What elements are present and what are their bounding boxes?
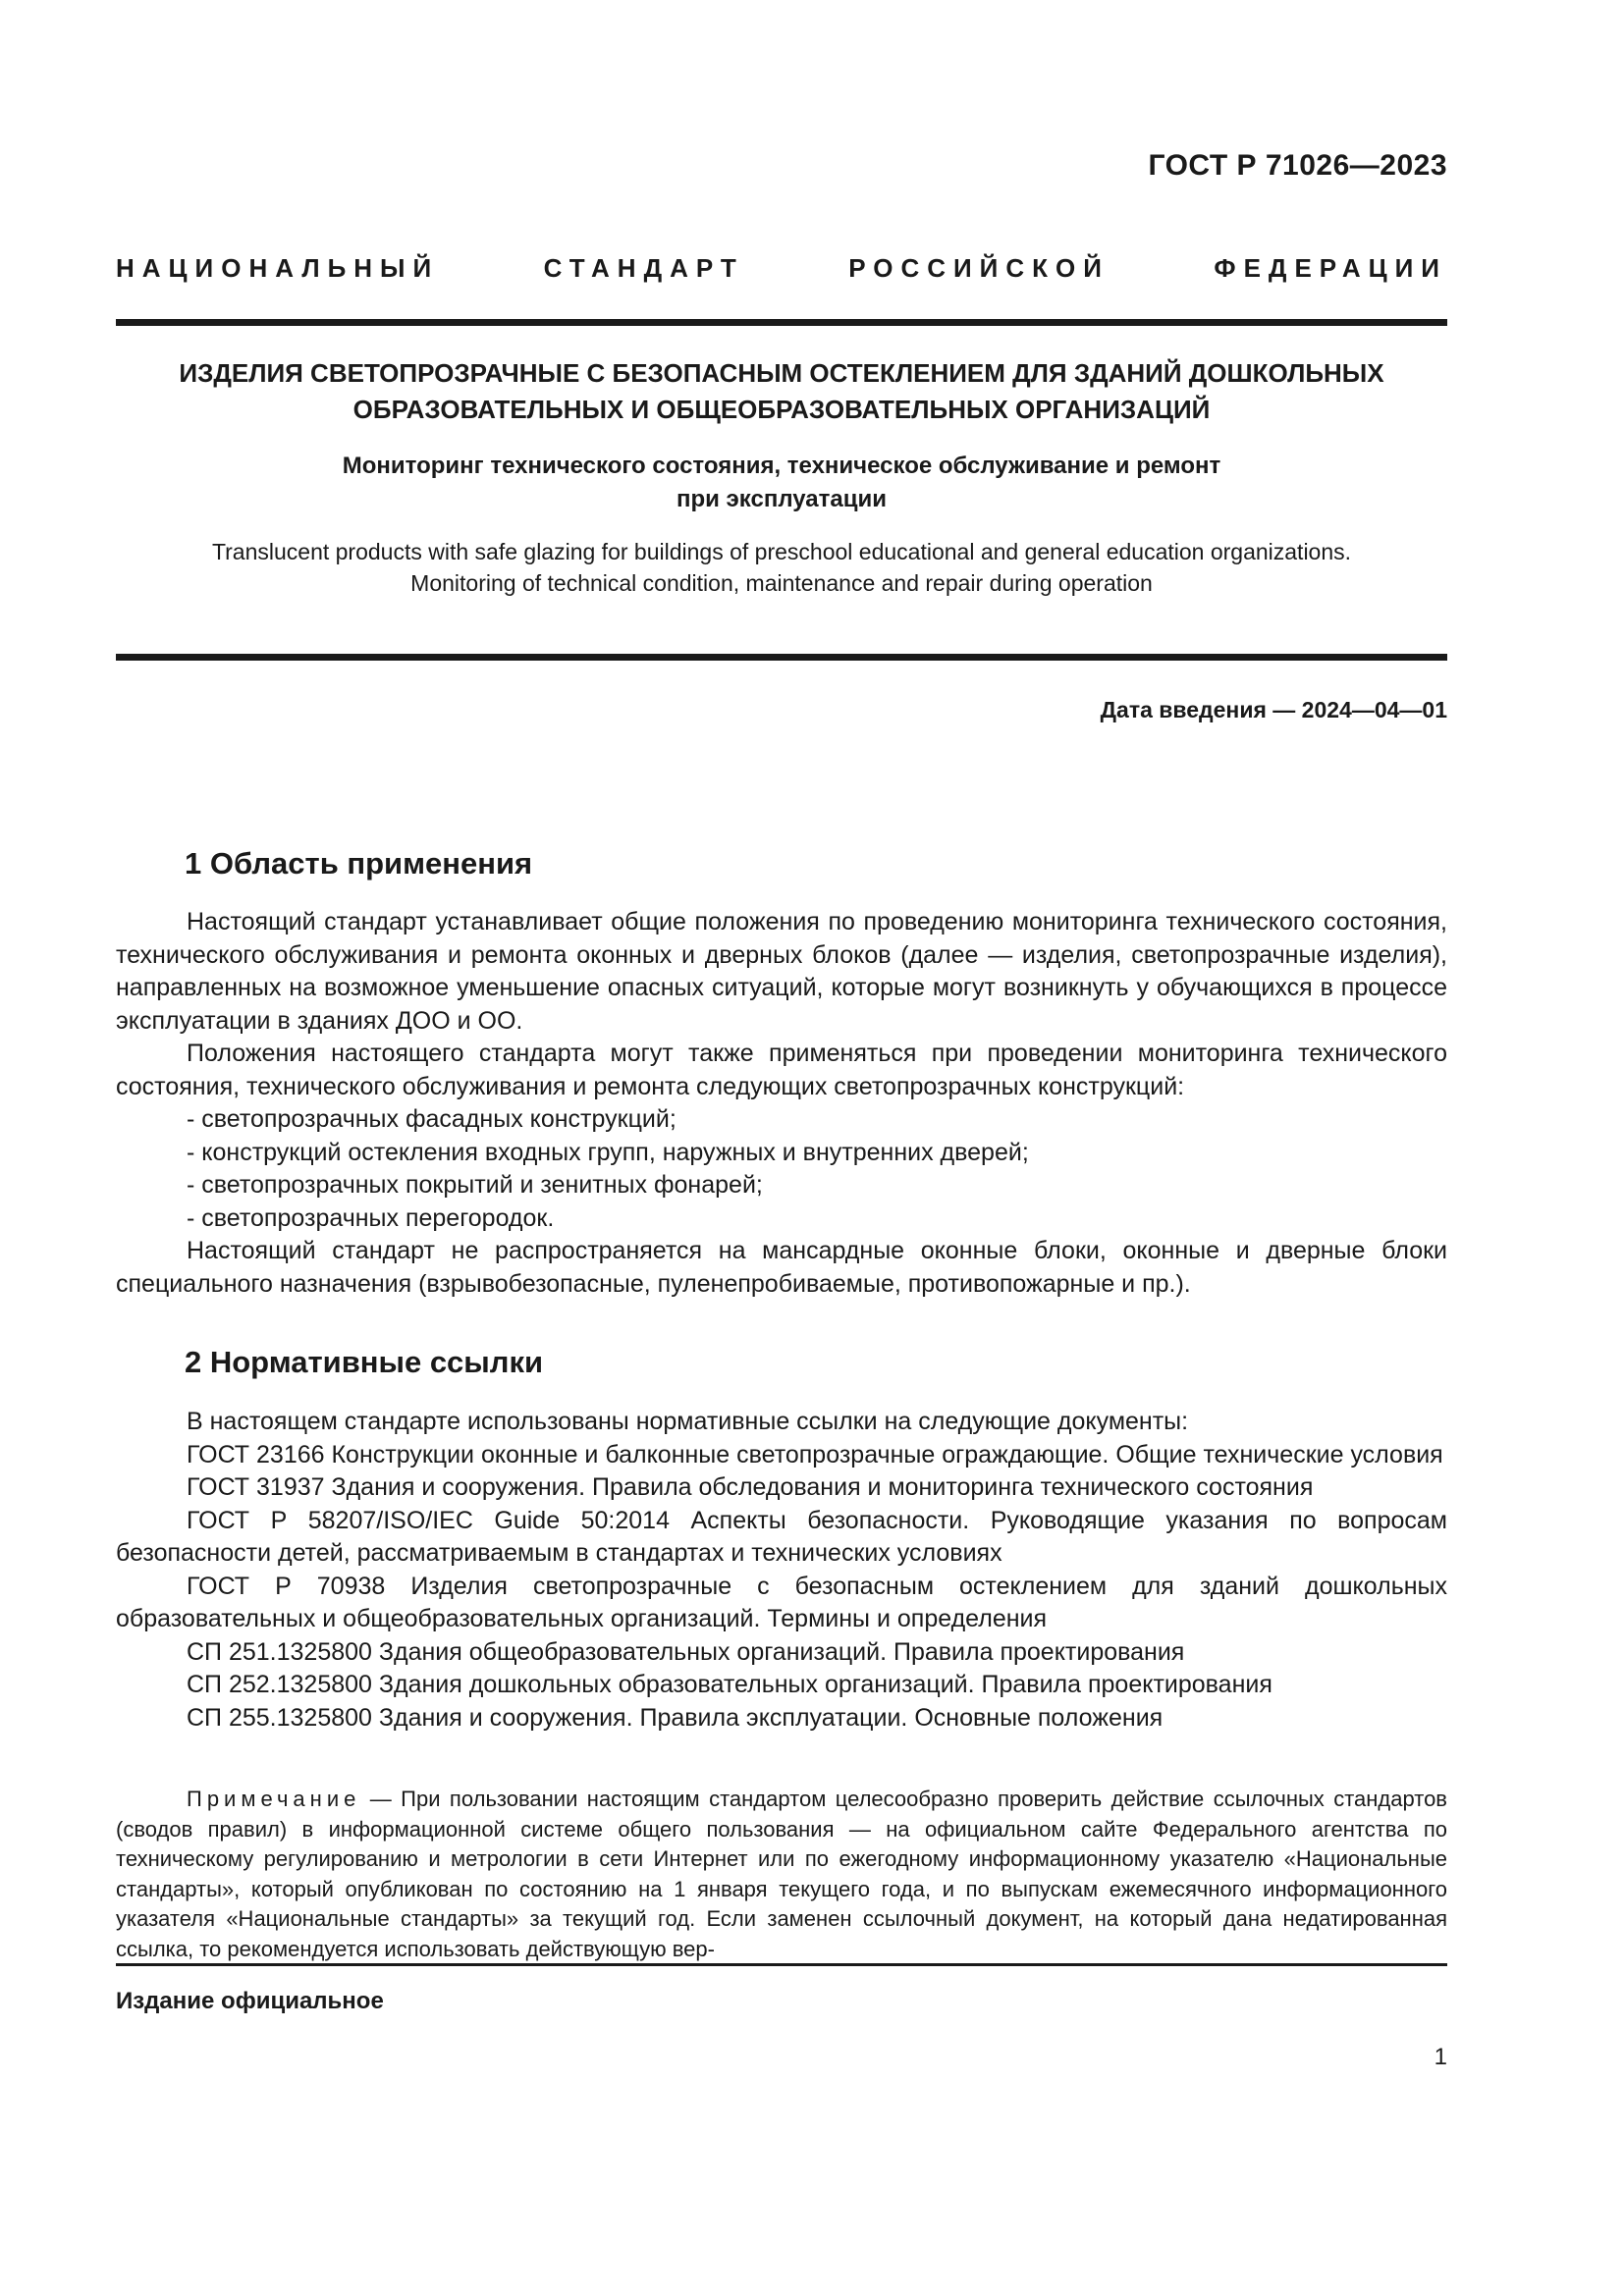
title-main-line: ОБРАЗОВАТЕЛЬНЫХ И ОБЩЕОБРАЗОВАТЕЛЬНЫХ ОРГАНИЗАЦИЙ	[352, 395, 1211, 424]
note-label: Примечание	[187, 1787, 361, 1811]
title-en-line: Translucent products with safe glazing for buildings of preschool educational and general education organizations.	[211, 539, 1352, 564]
reference-item: ГОСТ Р 58207/ISO/IEC Guide 50:2014 Аспекты безопасности. Руководящие указания по вопросам безопасности детей, рассматриваемым в стандартах и технических условиях	[116, 1506, 1447, 1567]
title-divider	[116, 654, 1447, 661]
footer-divider	[116, 1963, 1447, 1966]
title-subtitle	[116, 450, 1447, 516]
title-english	[116, 536, 1447, 599]
document-number: ГОСТ Р 71026—2023	[1148, 149, 1447, 182]
top-divider	[116, 319, 1447, 326]
reference-item: СП 255.1325800 Здания и сооружения. Правила эксплуатации. Основные положения	[187, 1703, 1164, 1732]
title-sub-line: Мониторинг технического состояния, техническое обслуживание и ремонт	[342, 453, 1221, 479]
list-item: - светопрозрачных фасадных конструкций;	[187, 1105, 677, 1133]
title-sub-line: при эксплуатации	[676, 486, 888, 512]
reference-item: ГОСТ Р 70938 Изделия светопрозрачные с безопасным остеклением для зданий дошкольных образовательных и общеобразовательных организаций. Термины и определения	[116, 1572, 1447, 1632]
section-2-body	[116, 1406, 1447, 1735]
section-1-body	[116, 906, 1447, 1301]
paragraph: Положения настоящего стандарта могут также применяться при проведении мониторинга технического состояния, технического обслуживания и ремонта следующих светопрозрачных конструкций:	[116, 1040, 1447, 1100]
paragraph: Настоящий стандарт не распространяется на мансардные оконные блоки, оконные и дверные блоки специального назначения (взрывобезопасные, пуленепробиваемые, противопожарные и пр.).	[116, 1237, 1447, 1298]
introduction-date: Дата введения — 2024—04—01	[1100, 697, 1447, 722]
list-item: - светопрозрачных перегородок.	[187, 1203, 555, 1232]
section-1-heading: 1 Область применения	[185, 846, 533, 881]
standard-banner: НАЦИОНАЛЬНЫЙ СТАНДАРТ РОССИЙСКОЙ ФЕДЕРАЦИИ	[116, 253, 1447, 283]
note-block	[116, 1785, 1447, 1964]
title-block	[116, 355, 1447, 599]
paragraph: В настоящем стандарте использованы нормативные ссылки на следующие документы:	[187, 1408, 1189, 1435]
paragraph: Настоящий стандарт устанавливает общие положения по проведению мониторинга технического состояния, технического обслуживания и ремонта оконных и дверных блоков (далее — изделия, светопрозрачные изделия), направленных на возможное уменьшение опасных ситуаций, которые могут возникнуть у обучающихся в процессе эксплуатации в зданиях ДОО и ОО.	[116, 908, 1447, 1035]
list-item: - конструкций остекления входных групп, наружных и внутренних дверей;	[187, 1138, 1029, 1166]
edition-label: Издание официальное	[116, 1988, 384, 2014]
reference-item: ГОСТ 31937 Здания и сооружения. Правила обследования и мониторинга технического состояния	[187, 1473, 1314, 1501]
reference-item: СП 251.1325800 Здания общеобразовательных организаций. Правила проектирования	[187, 1637, 1185, 1666]
reference-item: СП 252.1325800 Здания дошкольных образовательных организаций. Правила проектирования	[187, 1671, 1272, 1698]
note-text: — При пользовании настоящим стандартом целесообразно проверить действие ссылочных стандартов (сводов правил) в информационной системе общего пользования — на официальном сайте Федерального агентства по техническому регулированию и метрологии в сети Интернет или по ежегодному информационному указателю «Национальные стандарты», который опубликован по состоянию на 1 января текущего года, и по выпускам ежемесячного информационного указателя «Национальные стандарты» за текущий год. Если заменен ссылочный документ, на который дана недатированная ссылка, то рекомендуется использовать действующую вер-	[116, 1787, 1447, 1961]
title-main	[116, 355, 1447, 428]
page-number: 1	[1434, 2044, 1447, 2070]
section-2-heading: 2 Нормативные ссылки	[185, 1345, 544, 1379]
list-item: - светопрозрачных покрытий и зенитных фонарей;	[187, 1171, 763, 1199]
title-en-line: Monitoring of technical condition, maintenance and repair during operation	[410, 570, 1153, 596]
title-main-line: ИЗДЕЛИЯ СВЕТОПРОЗРАЧНЫЕ С БЕЗОПАСНЫМ ОСТЕКЛЕНИЕМ ДЛЯ ЗДАНИЙ ДОШКОЛЬНЫХ	[179, 358, 1384, 388]
reference-item: ГОСТ 23166 Конструкции оконные и балконные светопрозрачные ограждающие. Общие технические условия	[187, 1440, 1443, 1468]
